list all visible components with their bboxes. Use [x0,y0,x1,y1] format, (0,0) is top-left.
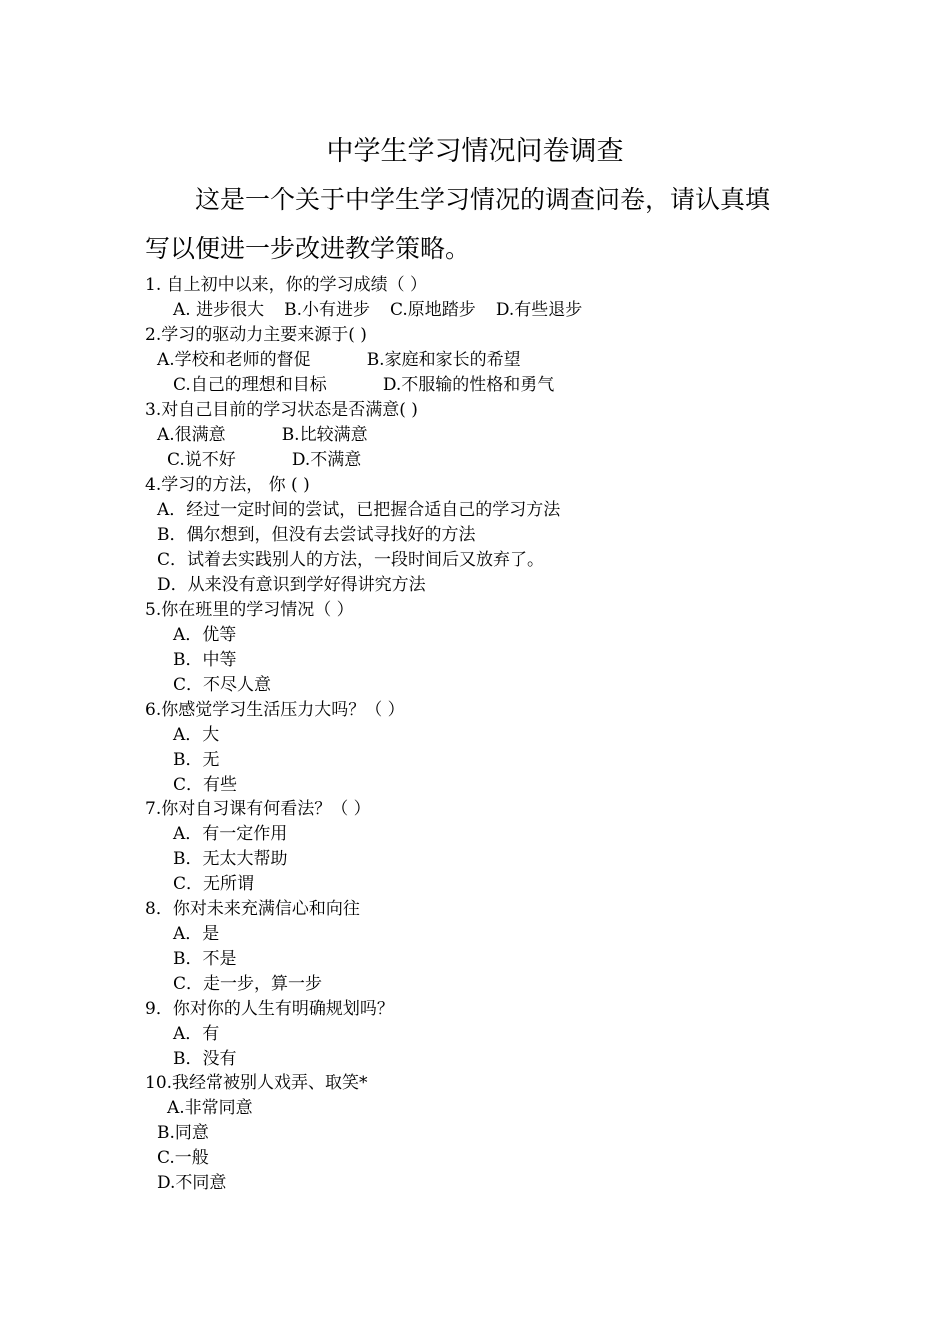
question-2-options-row-2 [173,373,554,398]
option-c: C.说不好 [167,450,236,470]
question-3-options-row-1 [157,423,368,448]
question-5-option-a: A．优等 [173,625,237,645]
question-4-option-a: A．经过一定时间的尝试，已把握合适自己的学习方法 [157,500,561,520]
question-8: 8．你对未来充满信心和向往 [145,899,360,919]
question-3: 3.对自己目前的学习状态是否满意( ) [145,400,418,420]
option-d: D.不满意 [291,450,362,470]
document-title: 中学生学习情况问卷调查 [326,136,624,167]
question-5-option-b: B．中等 [173,650,237,670]
question-4: 4.学习的方法， 你 ( ) [145,475,310,495]
question-4-option-b: B．偶尔想到，但没有去尝试寻找好的方法 [157,525,476,545]
option-c: C.原地踏步 [390,300,476,320]
question-1: 1. 自上初中以来，你的学习成绩（ ） [145,275,428,295]
question-7-option-b: B．无太大帮助 [173,849,288,869]
question-10-option-a: A.非常同意 [167,1098,253,1118]
question-4-option-d: D．从来没有意识到学好得讲究方法 [157,575,426,595]
question-8-option-a: A．是 [173,924,220,944]
question-7-option-c: C．无所谓 [173,874,255,894]
question-7: 7.你对自习课有何看法？（ ） [145,799,371,819]
question-7-option-a: A．有一定作用 [173,824,288,844]
question-6-option-c: C．有些 [173,775,238,795]
question-3-options-row-2 [167,448,361,473]
option-a: A.很满意 [157,425,226,445]
option-a: A.学校和老师的督促 [157,350,311,370]
option-a: A. 进步很大 [173,300,265,320]
question-1-options [173,298,582,323]
question-6: 6.你感觉学习生活压力大吗？（ ） [145,700,405,720]
intro-line-2: 写以便进一步改进教学策略。 [145,234,471,263]
question-9: 9．你对你的人生有明确规划吗？ [145,999,394,1019]
question-4-option-c: C．试着去实践别人的方法，一段时间后又放弃了。 [157,550,545,570]
option-b: B.比较满意 [281,425,368,445]
question-10-option-d: D.不同意 [157,1173,227,1193]
question-8-option-b: B．不是 [173,949,237,969]
option-c: C.自己的理想和目标 [173,375,327,395]
question-6-option-b: B．无 [173,750,220,770]
question-5-option-c: C．不尽人意 [173,675,272,695]
question-8-option-c: C．走一步，算一步 [173,974,323,994]
question-10-option-c: C.一般 [157,1148,209,1168]
option-b: B.小有进步 [284,300,370,320]
question-2: 2.学习的驱动力主要来源于( ) [145,325,367,345]
question-9-option-b: B．没有 [173,1049,237,1069]
option-d: D.不服输的性格和勇气 [382,375,555,395]
question-10: 10.我经常被别人戏弄、取笑* [145,1073,368,1093]
question-2-options-row-1 [157,348,521,373]
option-d: D.有些退步 [495,300,583,320]
question-6-option-a: A．大 [173,725,220,745]
question-5: 5.你在班里的学习情况（ ） [145,600,354,620]
question-9-option-a: A．有 [173,1024,220,1044]
option-b: B.家庭和家长的希望 [366,350,521,370]
question-10-option-b: B.同意 [157,1123,209,1143]
intro-line-1: 这是一个关于中学生学习情况的调查问卷，请认真填 [195,185,771,214]
